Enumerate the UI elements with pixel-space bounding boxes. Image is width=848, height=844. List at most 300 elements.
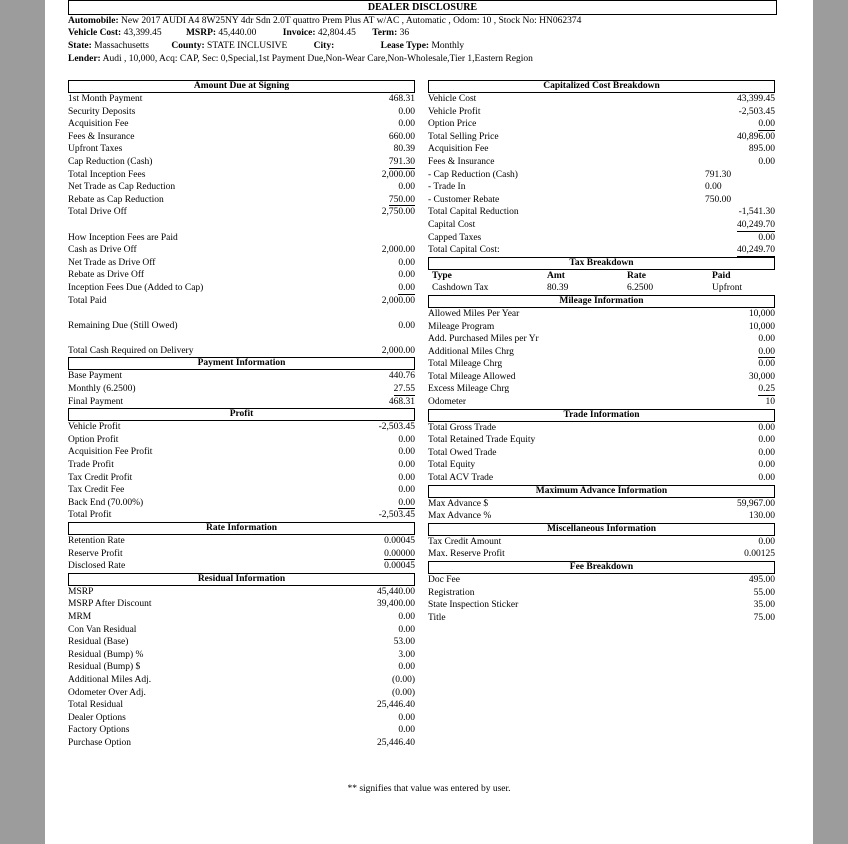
amount-due-row [68, 269, 415, 282]
row-label: Mileage Program [428, 321, 495, 332]
cost-line [68, 28, 808, 40]
row-label: Max Advance $ [428, 498, 489, 509]
row-label: Total Cash Required on Delivery [68, 345, 194, 356]
row-label: Fees & Insurance [428, 156, 495, 167]
profit-row [68, 484, 415, 497]
amount-due-row [68, 156, 415, 169]
amount-due-row [68, 131, 415, 144]
row-label: Total Inception Fees [68, 169, 146, 180]
county-label: County: [171, 41, 205, 51]
row-label: Tax Credit Profit [68, 472, 133, 483]
row-label [68, 332, 415, 345]
row-label: Vehicle Profit [428, 106, 481, 117]
row-label: Total Mileage Chrg [428, 359, 503, 370]
misc-row [428, 548, 775, 561]
row-label: Total Capital Cost: [428, 245, 500, 256]
cap-cost-row [428, 93, 775, 106]
vehicle-cost-value: 43,399.45 [123, 28, 162, 38]
amount-due-row [68, 93, 415, 106]
cap-cost-row [428, 219, 775, 232]
amount-due-row [68, 320, 415, 333]
row-label: Rebate as Drive Off [68, 270, 145, 281]
row-label: MRM [68, 611, 92, 622]
rate-header: Rate Information [68, 522, 415, 535]
residual-row [68, 687, 415, 700]
row-label: Security Deposits [68, 106, 136, 117]
row-value: 80.39 [393, 144, 415, 155]
row-label: Total Mileage Allowed [428, 371, 516, 382]
amount-due-header: Amount Due at Signing [68, 80, 415, 93]
row-value: 0.00 [398, 257, 415, 268]
row-value: 40,249.70 [737, 219, 775, 230]
amount-due-row [68, 282, 415, 295]
profit-row [68, 421, 415, 434]
cap-cost-row [428, 181, 775, 194]
amount-due-row [68, 169, 415, 182]
row-value: 55.00 [753, 587, 775, 598]
row-label: Cap Reduction (Cash) [68, 156, 153, 167]
cap-cost-row [428, 118, 775, 131]
row-value: 75.00 [753, 612, 775, 623]
cap-cost-row [428, 106, 775, 119]
max-advance-row [428, 510, 775, 523]
payment-row [68, 370, 415, 383]
misc-header: Miscellaneous Information [428, 523, 775, 536]
row-value: 0.00 [398, 460, 415, 471]
row-label: Tax Credit Amount [428, 536, 502, 547]
row-value: 0.00125 [744, 549, 775, 560]
row-value: 895.00 [748, 144, 775, 155]
row-subvalue: 750.00 [705, 194, 732, 205]
row-value: -1,541.30 [738, 207, 775, 218]
row-value: 40,249.70 [737, 245, 775, 256]
row-value: 10,000 [748, 308, 775, 319]
row-label: - Trade In [428, 182, 466, 193]
row-label: Odometer [428, 397, 466, 408]
row-value: 0.00 [398, 434, 415, 445]
rate-row [68, 535, 415, 548]
cap-cost-row [428, 131, 775, 144]
profit-row [68, 472, 415, 485]
row-value: 0.00 [398, 485, 415, 496]
profit-header: Profit [68, 408, 415, 421]
row-label: Dealer Options [68, 712, 126, 723]
row-label: Total Gross Trade [428, 422, 496, 433]
fees-row [428, 599, 775, 612]
amount-due-row [68, 219, 415, 232]
invoice-value: 42,804.45 [317, 28, 356, 38]
trade-row [428, 447, 775, 460]
term-value: 36 [399, 28, 410, 38]
row-value: 0.00 [758, 435, 775, 446]
row-value: 0.00 [398, 282, 415, 293]
row-label: Add. Purchased Miles per Yr [428, 334, 539, 345]
misc-row [428, 536, 775, 549]
amount-due-row [68, 106, 415, 119]
tax-col-header: Type [432, 270, 452, 281]
row-label: Residual (Bump) % [68, 649, 144, 660]
residual-row [68, 586, 415, 599]
cap-cost-row [428, 206, 775, 219]
row-label: Con Van Residual [68, 624, 137, 635]
row-value: 2,750.00 [381, 207, 415, 218]
row-label: Factory Options [68, 725, 130, 736]
row-value: 0.00 [398, 611, 415, 622]
row-value: -2,503.45 [738, 106, 775, 117]
automobile-line [68, 16, 808, 28]
row-label: Additional Miles Chrg [428, 346, 514, 357]
row-label: Inception Fees Due (Added to Cap) [68, 282, 204, 293]
msrp-value: 45,440.00 [218, 28, 257, 38]
row-label: Residual (Bump) $ [68, 662, 141, 673]
row-label: Registration [428, 587, 475, 598]
row-subvalue: 0.00 [705, 182, 722, 193]
residual-row [68, 624, 415, 637]
max-advance-header: Maximum Advance Information [428, 485, 775, 498]
amount-due-row [68, 257, 415, 270]
profit-row [68, 434, 415, 447]
row-value: 0.00 [398, 106, 415, 117]
cap-cost-row [428, 232, 775, 245]
row-value: 53.00 [393, 637, 415, 648]
row-value: 0.00 [398, 662, 415, 673]
tax-cell: 80.39 [547, 283, 569, 294]
residual-row [68, 737, 415, 750]
trade-row [428, 459, 775, 472]
max-advance-row [428, 498, 775, 511]
row-value: 0.00 [758, 473, 775, 484]
row-value: 0.00 [758, 346, 775, 357]
row-label: Residual (Base) [68, 637, 129, 648]
term-label: Term: [372, 28, 398, 38]
row-value: 0.00 [398, 472, 415, 483]
tax-col-header: Amt [547, 270, 565, 281]
cap-cost-row [428, 244, 775, 257]
row-value: 25,446.40 [377, 737, 415, 748]
row-label: Total ACV Trade [428, 473, 494, 484]
row-label: MSRP After Discount [68, 599, 152, 610]
row-label [68, 307, 415, 320]
amount-due-row [68, 244, 415, 257]
row-value: 0.00 [398, 624, 415, 635]
tax-cell: Upfront [712, 283, 743, 294]
row-label: Rebate as Cap Reduction [68, 194, 164, 205]
row-label: Total Equity [428, 460, 476, 471]
row-value: 2,000.00 [381, 345, 415, 356]
row-label: Doc Fee [428, 575, 460, 585]
row-value: 468.31 [388, 94, 415, 104]
fees-row [428, 574, 775, 587]
mileage-row [428, 333, 775, 346]
row-label: Allowed Miles Per Year [428, 308, 520, 319]
row-label: Disclosed Rate [68, 561, 126, 572]
row-value: 0.00 [758, 460, 775, 471]
document-title: DEALER DISCLOSURE [68, 0, 777, 15]
rate-row [68, 548, 415, 561]
row-label: Tax Credit Fee [68, 485, 125, 496]
lease-type-label: Lease Type: [380, 41, 430, 51]
row-value: 10 [765, 397, 775, 408]
cap-cost-row [428, 194, 775, 207]
trade-header: Trade Information [428, 409, 775, 422]
row-value: 45,440.00 [377, 586, 415, 597]
row-value: 791.30 [388, 156, 415, 167]
trade-row [428, 434, 775, 447]
row-subvalue [667, 244, 737, 257]
mileage-row [428, 346, 775, 359]
profit-row [68, 446, 415, 459]
row-label: Net Trade as Drive Off [68, 257, 156, 268]
row-label: - Cap Reduction (Cash) [428, 169, 518, 180]
trade-row [428, 422, 775, 435]
row-value: 0.25 [758, 384, 775, 395]
row-value: -2,503.45 [378, 510, 415, 521]
residual-row [68, 649, 415, 662]
profit-row [68, 459, 415, 472]
state-label: State: [68, 41, 92, 51]
automobile-value: New 2017 AUDI A4 8W25NY 4dr Sdn 2.0T quattro Prem Plus AT w/AC , Automatic , Odom: 10 , Stock No: HN062374 [121, 16, 582, 26]
row-label: Total Retained Trade Equity [428, 435, 536, 446]
row-value: 10,000 [748, 321, 775, 332]
row-label: Capped Taxes [428, 232, 482, 243]
row-label: Reserve Profit [68, 548, 123, 559]
mileage-row [428, 358, 775, 371]
vehicle-cost-label: Vehicle Cost: [68, 28, 122, 38]
row-subvalue: 791.30 [705, 169, 732, 180]
row-label: Acquisition Fee [68, 119, 129, 130]
city-label: City: [313, 41, 335, 51]
row-label: Total Owed Trade [428, 447, 497, 458]
row-label: How Inception Fees are Paid [68, 232, 178, 243]
row-value: 3.00 [398, 649, 415, 660]
fees-header: Fee Breakdown [428, 561, 775, 574]
row-label: State Inspection Sticker [428, 600, 519, 611]
fees-row [428, 587, 775, 600]
row-value: (0.00) [392, 674, 415, 685]
amount-due-row [68, 332, 415, 345]
row-value: 660.00 [388, 131, 415, 142]
row-label: Final Payment [68, 396, 124, 407]
row-label: Acquisition Fee [428, 144, 489, 155]
footer-note: ** signifies that value was entered by user. [347, 784, 511, 794]
row-label: Retention Rate [68, 536, 125, 546]
row-subvalue [669, 106, 739, 119]
row-value: 0.00 [758, 422, 775, 433]
payment-header: Payment Information [68, 357, 415, 370]
amount-due-row [68, 232, 415, 245]
row-subvalue [667, 219, 737, 232]
msrp-label: MSRP: [185, 28, 217, 38]
row-value: 0.00045 [384, 536, 415, 546]
rate-row [68, 560, 415, 573]
row-value: 43,399.45 [737, 94, 775, 104]
row-value: 0.00 [398, 725, 415, 736]
row-value: (0.00) [392, 687, 415, 698]
profit-row [68, 497, 415, 510]
automobile-label: Automobile: [68, 16, 119, 26]
amount-due-row [68, 118, 415, 131]
mileage-row [428, 396, 775, 409]
row-label: Total Residual [68, 700, 124, 711]
payment-row [68, 383, 415, 396]
mileage-row [428, 371, 775, 384]
amount-due-row [68, 295, 415, 308]
amount-due-row [68, 194, 415, 207]
residual-row [68, 611, 415, 624]
row-label: Remaining Due (Still Owed) [68, 320, 178, 331]
amount-due-row [68, 181, 415, 194]
row-label: Acquisition Fee Profit [68, 447, 153, 458]
row-value: 0.00 [398, 447, 415, 458]
residual-row [68, 598, 415, 611]
trade-row [428, 472, 775, 485]
row-label: Total Capital Reduction [428, 207, 519, 218]
row-label: Option Profit [68, 434, 119, 445]
mileage-header: Mileage Information [428, 295, 775, 308]
row-value: 0.00 [758, 536, 775, 547]
row-value: 2,000.00 [381, 295, 415, 306]
row-label: Back End (70.00%) [68, 497, 144, 508]
row-subvalue [688, 156, 758, 169]
row-label: MSRP [68, 586, 94, 597]
row-value: 0.00 [758, 447, 775, 458]
row-label [68, 219, 415, 232]
residual-row [68, 661, 415, 674]
row-label: Net Trade as Cap Reduction [68, 182, 176, 193]
row-label: Odometer Over Adj. [68, 687, 146, 698]
row-subvalue [667, 93, 737, 106]
residual-header: Residual Information [68, 573, 415, 586]
row-value: 440.76 [388, 371, 415, 382]
tax-cell: Cashdown Tax [432, 283, 489, 294]
row-value: 495.00 [748, 575, 775, 585]
residual-row [68, 724, 415, 737]
row-value: 39,400.00 [377, 599, 415, 610]
row-label: Excess Mileage Chrg [428, 384, 510, 395]
residual-row [68, 636, 415, 649]
tax-table-row [428, 282, 775, 295]
mileage-row [428, 321, 775, 334]
row-label: Max Advance % [428, 511, 492, 522]
row-value: 2,000.00 [381, 169, 415, 180]
amount-due-row [68, 206, 415, 219]
mileage-row [428, 308, 775, 321]
row-label: - Customer Rebate [428, 194, 500, 205]
cap-cost-row [428, 156, 775, 169]
row-value: 27.55 [393, 384, 415, 395]
row-label: Total Drive Off [68, 207, 127, 218]
lender-label: Lender: [68, 54, 101, 64]
row-label: Title [428, 612, 446, 623]
residual-row [68, 712, 415, 725]
row-label: Base Payment [68, 371, 123, 382]
row-subvalue [679, 143, 749, 156]
row-value: 130.00 [748, 511, 775, 522]
invoice-label: Invoice: [282, 28, 316, 38]
tax-col-header: Paid [712, 270, 731, 281]
row-label: Trade Profit [68, 460, 114, 471]
row-label: Total Profit [68, 510, 112, 521]
row-label: Max. Reserve Profit [428, 549, 505, 560]
row-value: 0.00 [758, 359, 775, 370]
lease-type-value: Monthly [431, 41, 465, 51]
row-label: Purchase Option [68, 737, 132, 748]
residual-row [68, 674, 415, 687]
location-line [68, 41, 808, 53]
mileage-row [428, 383, 775, 396]
row-label: Option Price [428, 119, 477, 130]
row-subvalue [667, 131, 737, 144]
lender-value: Audi , 10,000, Acq: CAP, Sec: 0,Special,1st Payment Due,Non-Wear Care,Non-Wholesale,Tier 1,Eastern Region [102, 54, 533, 64]
row-label: Fees & Insurance [68, 131, 135, 142]
payment-row [68, 396, 415, 409]
document-page [45, 0, 813, 844]
row-value: 0.00 [398, 119, 415, 130]
row-value: 0.00 [758, 119, 775, 130]
row-value: 59,967.00 [737, 498, 775, 509]
row-value: 40,896.00 [737, 131, 775, 142]
amount-due-row [68, 345, 415, 358]
row-value: 0.00 [398, 497, 415, 508]
row-value: 0.00 [758, 156, 775, 167]
row-value: 750.00 [388, 194, 415, 205]
row-label: Capital Cost [428, 219, 476, 230]
row-value: 0.00 [398, 270, 415, 281]
profit-row [68, 509, 415, 522]
tax-cell: 6.2500 [627, 283, 654, 294]
row-value: 30,000 [748, 371, 775, 382]
fees-row [428, 612, 775, 625]
row-value: 0.00 [758, 232, 775, 243]
row-label: 1st Month Payment [68, 94, 143, 104]
row-label: Vehicle Profit [68, 422, 121, 433]
tax-header: Tax Breakdown [428, 257, 775, 270]
row-value: 2,000.00 [381, 245, 415, 256]
row-subvalue [669, 206, 739, 219]
right-column [428, 80, 775, 624]
row-label: Monthly (6.2500) [68, 384, 136, 395]
row-value: 0.00 [398, 182, 415, 193]
row-label: Cash as Drive Off [68, 245, 137, 256]
amount-due-row [68, 143, 415, 156]
cap-cost-row [428, 169, 775, 182]
row-value: 0.00045 [384, 561, 415, 572]
amount-due-row [68, 307, 415, 320]
row-label: Vehicle Cost [428, 94, 477, 104]
residual-row [68, 699, 415, 712]
row-value: 35.00 [753, 600, 775, 611]
row-value: 468.31 [388, 396, 415, 407]
row-value: 0.00 [398, 712, 415, 723]
cap-cost-header: Capitalized Cost Breakdown [428, 80, 775, 93]
row-label: Upfront Taxes [68, 144, 123, 155]
row-subvalue [688, 232, 758, 245]
row-value: 0.00000 [384, 548, 415, 559]
tax-col-header: Rate [627, 270, 646, 281]
tax-table-header [428, 270, 775, 283]
county-value: STATE INCLUSIVE [207, 41, 288, 51]
row-subvalue [688, 118, 758, 131]
row-label: Additional Miles Adj. [68, 674, 152, 685]
cap-cost-row [428, 143, 775, 156]
row-value: 25,446.40 [377, 700, 415, 711]
row-label: Total Paid [68, 295, 107, 306]
row-value: 0.00 [398, 320, 415, 331]
row-label: Total Selling Price [428, 131, 499, 142]
state-value: Massachusetts [94, 41, 150, 51]
left-column [68, 80, 415, 750]
row-value: 0.00 [758, 334, 775, 345]
